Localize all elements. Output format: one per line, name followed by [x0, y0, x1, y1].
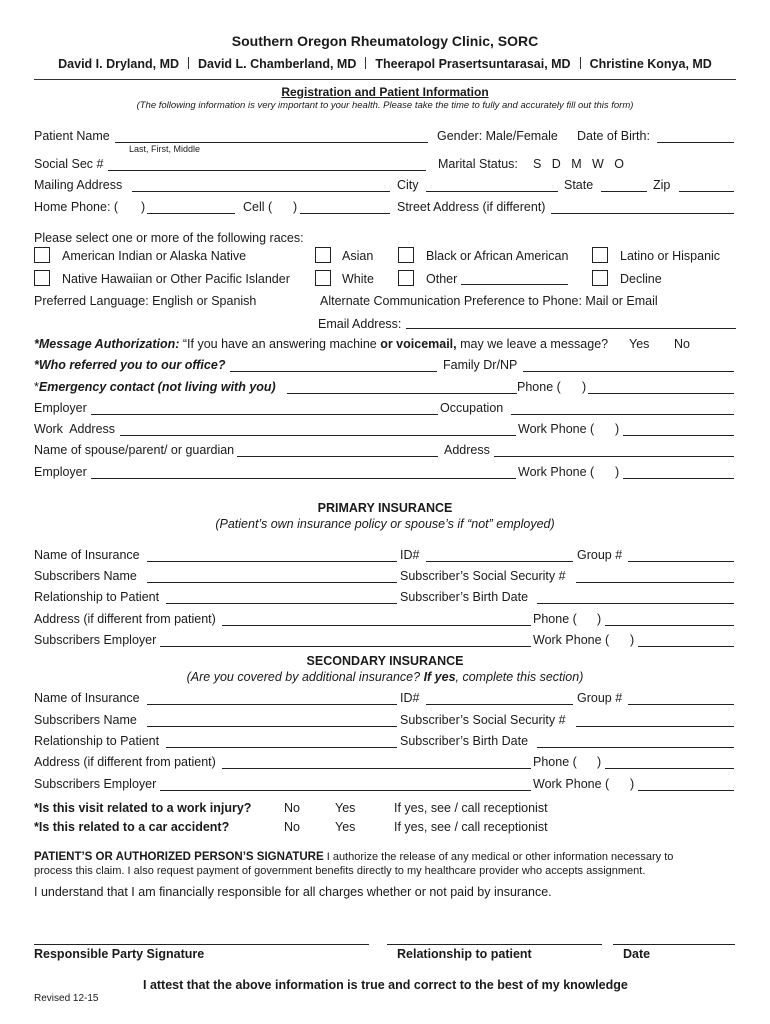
- work-injury-no[interactable]: No: [284, 801, 300, 815]
- employer-label: Employer: [34, 401, 87, 415]
- occupation-field[interactable]: [511, 414, 734, 415]
- cell-close: ): [293, 200, 298, 214]
- primary-group-label: Group #: [577, 548, 623, 562]
- street-field[interactable]: [551, 213, 734, 214]
- primary-insurance-title: PRIMARY INSURANCE: [317, 501, 453, 515]
- responsible-signature-label: Responsible Party Signature: [34, 947, 205, 961]
- primary-subscriber-label: Subscribers Name: [34, 569, 137, 583]
- signature-authorization: PATIENT’S OR AUTHORIZED PERSON’S SIGNATURE I authorize the release of any medical or other information necessary to: [34, 851, 674, 863]
- cell-field[interactable]: [300, 213, 390, 214]
- primary-address-field[interactable]: [222, 625, 531, 626]
- secondary-ssn-label: Subscriber’s Social Security #: [400, 713, 566, 727]
- cell-label: Cell (: [243, 200, 273, 214]
- race-other-field[interactable]: [461, 284, 568, 285]
- doctor-name: Christine Konya, MD: [589, 57, 712, 71]
- message-no[interactable]: No: [674, 337, 690, 351]
- car-accident-no[interactable]: No: [284, 820, 300, 834]
- form-note: (The following information is very important to your health. Please take the time to fully and accurately fill out this form): [136, 100, 634, 111]
- work-injury-yes[interactable]: Yes: [335, 801, 356, 815]
- secondary-phone-close: ): [597, 755, 602, 769]
- patient-name-hint: Last, First, Middle: [129, 144, 201, 154]
- spouse-address-label: Address: [444, 443, 490, 457]
- patient-name-field[interactable]: [115, 142, 428, 143]
- race-option: Asian: [342, 249, 374, 263]
- emergency-field[interactable]: [287, 393, 517, 394]
- alternate-communication: Alternate Communication Preference to Phone: Mail or Email: [320, 294, 658, 308]
- occupation-label: Occupation: [440, 401, 504, 415]
- spouse-work-phone-close: ): [615, 465, 620, 479]
- home-phone-label: Home Phone: (: [34, 200, 119, 214]
- secondary-group-field[interactable]: [628, 704, 734, 705]
- secondary-insurance-title: SECONDARY INSURANCE: [306, 654, 464, 668]
- ssn-label: Social Sec #: [34, 157, 104, 171]
- message-yes[interactable]: Yes: [629, 337, 650, 351]
- secondary-name-label: Name of Insurance: [34, 691, 140, 705]
- marital-options[interactable]: S D M W O: [533, 157, 624, 171]
- preferred-language: Preferred Language: English or Spanish: [34, 294, 257, 308]
- emergency-phone-label: Phone (: [517, 380, 561, 394]
- signature-authorization-cont: process this claim. I also request payment of government benefits directly to my healthcare provider who accepts assignment.: [34, 865, 646, 877]
- primary-relationship-field[interactable]: [166, 603, 397, 604]
- work-injury-note: If yes, see / call receptionist: [394, 801, 548, 815]
- relationship-label: Relationship to patient: [397, 947, 532, 961]
- secondary-address-field[interactable]: [222, 768, 531, 769]
- primary-employer-field[interactable]: [160, 646, 531, 647]
- home-phone-field[interactable]: [147, 213, 235, 214]
- work-injury-question: *Is this visit related to a work injury?: [34, 801, 252, 815]
- primary-phone-close: ): [597, 612, 602, 626]
- race-checkbox[interactable]: [398, 247, 414, 263]
- race-checkbox[interactable]: [592, 247, 608, 263]
- home-phone-close: ): [141, 200, 146, 214]
- secondary-relationship-label: Relationship to Patient: [34, 734, 160, 748]
- secondary-employer-label: Subscribers Employer: [34, 777, 157, 791]
- secondary-subscriber-field[interactable]: [147, 726, 397, 727]
- state-field[interactable]: [601, 191, 647, 192]
- revision-date: Revised 12-15: [34, 993, 99, 1004]
- race-checkbox[interactable]: [315, 247, 331, 263]
- race-option: Decline: [620, 272, 662, 286]
- secondary-relationship-field[interactable]: [166, 747, 397, 748]
- financial-statement: I understand that I am financially responsible for all charges whether or not paid by insurance.: [34, 885, 552, 899]
- primary-group-field[interactable]: [628, 561, 734, 562]
- primary-subscriber-field[interactable]: [147, 582, 397, 583]
- primary-work-phone-close: ): [630, 633, 635, 647]
- responsible-signature-field[interactable]: [34, 944, 369, 945]
- car-accident-question: *Is this related to a car accident?: [34, 820, 230, 834]
- message-authorization: *Message Authorization: “If you have an answering machine or voicemail, may we leave a message?: [34, 337, 609, 351]
- spouse-address-field[interactable]: [494, 456, 734, 457]
- race-checkbox[interactable]: [34, 270, 50, 286]
- doctor-list: [0, 57, 770, 71]
- secondary-insurance-note: (Are you covered by additional insurance? If yes, complete this section): [186, 670, 584, 684]
- primary-name-label: Name of Insurance: [34, 548, 140, 562]
- work-address-label: Work Address: [34, 422, 116, 436]
- date-label: Date: [623, 947, 651, 961]
- relationship-signature-field[interactable]: [387, 944, 602, 945]
- secondary-work-phone-label: Work Phone (: [533, 777, 610, 791]
- secondary-address-label: Address (if different from patient): [34, 755, 216, 769]
- family-dr-label: Family Dr/NP: [443, 358, 518, 372]
- work-phone-label: Work Phone (: [518, 422, 595, 436]
- signature-date-field[interactable]: [613, 944, 735, 945]
- secondary-work-phone-close: ): [630, 777, 635, 791]
- secondary-phone-field[interactable]: [605, 768, 734, 769]
- gender-label: Gender: Male/Female: [437, 129, 558, 143]
- race-option: White: [342, 272, 374, 286]
- race-option: American Indian or Alaska Native: [62, 249, 247, 263]
- doctor-name: Theerapol Prasertsuntarasai, MD: [375, 57, 571, 71]
- primary-insurance-note: (Patient’s own insurance policy or spouse’s if “not” employed): [215, 517, 555, 531]
- employer-field[interactable]: [91, 414, 438, 415]
- primary-phone-label: Phone (: [533, 612, 577, 626]
- family-dr-field[interactable]: [523, 371, 734, 372]
- primary-ssn-field[interactable]: [576, 582, 734, 583]
- race-checkbox[interactable]: [398, 270, 414, 286]
- email-field[interactable]: [406, 328, 736, 329]
- secondary-ssn-field[interactable]: [576, 726, 734, 727]
- attestation: I attest that the above information is true and correct to the best of my knowledge: [143, 978, 628, 992]
- header-divider: [34, 79, 736, 80]
- secondary-group-label: Group #: [577, 691, 623, 705]
- spouse-field[interactable]: [237, 456, 438, 457]
- race-checkbox[interactable]: [315, 270, 331, 286]
- primary-birth-label: Subscriber’s Birth Date: [400, 590, 529, 604]
- state-label: State: [564, 178, 594, 192]
- secondary-id-label: ID#: [400, 691, 420, 705]
- spouse-label: Name of spouse/parent/ or guardian: [34, 443, 235, 457]
- race-prompt: Please select one or more of the following races:: [34, 231, 304, 245]
- spouse-work-phone-field[interactable]: [623, 478, 734, 479]
- work-address-field[interactable]: [120, 435, 516, 436]
- race-checkbox[interactable]: [34, 247, 50, 263]
- zip-field[interactable]: [679, 191, 734, 192]
- secondary-work-phone-field[interactable]: [638, 790, 734, 791]
- race-checkbox[interactable]: [592, 270, 608, 286]
- secondary-subscriber-label: Subscribers Name: [34, 713, 137, 727]
- spouse-employer-label: Employer: [34, 465, 87, 479]
- car-accident-note: If yes, see / call receptionist: [394, 820, 548, 834]
- form-title: Registration and Patient Information: [281, 85, 489, 99]
- secondary-id-field[interactable]: [426, 704, 573, 705]
- zip-label: Zip: [653, 178, 671, 192]
- primary-work-phone-field[interactable]: [638, 646, 734, 647]
- primary-work-phone-label: Work Phone (: [533, 633, 610, 647]
- race-option: Black or African American: [426, 249, 569, 263]
- secondary-phone-label: Phone (: [533, 755, 577, 769]
- primary-phone-field[interactable]: [605, 625, 734, 626]
- work-phone-field[interactable]: [623, 435, 734, 436]
- secondary-name-field[interactable]: [147, 704, 397, 705]
- primary-birth-field[interactable]: [537, 603, 734, 604]
- doctor-name: David L. Chamberland, MD: [198, 57, 357, 71]
- secondary-employer-field[interactable]: [160, 790, 531, 791]
- city-field[interactable]: [426, 191, 558, 192]
- primary-name-field[interactable]: [147, 561, 397, 562]
- work-phone-close: ): [615, 422, 620, 436]
- primary-relationship-label: Relationship to Patient: [34, 590, 160, 604]
- mailing-label: Mailing Address: [34, 178, 123, 192]
- referral-field[interactable]: [230, 371, 437, 372]
- email-label: Email Address:: [318, 317, 402, 331]
- clinic-title: Southern Oregon Rheumatology Clinic, SORC: [231, 33, 539, 49]
- mailing-field[interactable]: [132, 191, 390, 192]
- emergency-label: *Emergency contact (not living with you): [34, 380, 276, 394]
- dob-field[interactable]: [657, 142, 734, 143]
- secondary-birth-label: Subscriber’s Birth Date: [400, 734, 529, 748]
- referral-label: *Who referred you to our office?: [34, 358, 226, 372]
- primary-id-label: ID#: [400, 548, 420, 562]
- street-label: Street Address (if different): [397, 200, 546, 214]
- car-accident-yes[interactable]: Yes: [335, 820, 356, 834]
- patient-name-label: Patient Name: [34, 129, 110, 143]
- primary-address-label: Address (if different from patient): [34, 612, 216, 626]
- ssn-field[interactable]: [108, 170, 426, 171]
- primary-employer-label: Subscribers Employer: [34, 633, 157, 647]
- spouse-employer-field[interactable]: [91, 478, 516, 479]
- emergency-phone-close: ): [582, 380, 587, 394]
- secondary-birth-field[interactable]: [537, 747, 734, 748]
- spouse-work-phone-label: Work Phone (: [518, 465, 595, 479]
- doctor-name: David I. Dryland, MD: [58, 57, 180, 71]
- city-label: City: [397, 178, 419, 192]
- race-option: Latino or Hispanic: [620, 249, 721, 263]
- emergency-phone-field[interactable]: [588, 393, 734, 394]
- primary-ssn-label: Subscriber’s Social Security #: [400, 569, 566, 583]
- race-option: Other: [426, 272, 458, 286]
- marital-label: Marital Status:: [438, 157, 518, 171]
- race-option: Native Hawaiian or Other Pacific Islander: [62, 272, 290, 286]
- dob-label: Date of Birth:: [577, 129, 650, 143]
- primary-id-field[interactable]: [426, 561, 573, 562]
